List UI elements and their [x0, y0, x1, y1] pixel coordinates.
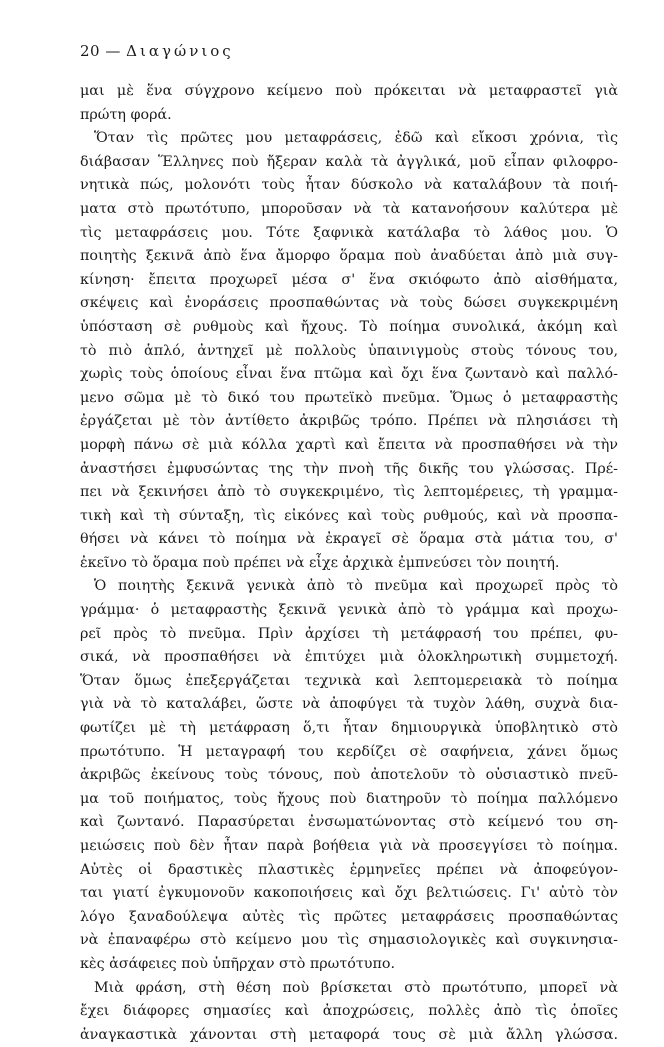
text-line: καὶ ζωντανό. Παρασύρεται ἐνσωματώνοντας στὸ κείμενό του ση- [80, 814, 618, 831]
text-line: σκέψεις καὶ ἐνοράσεις προσπαθώντας νὰ τοὺς δώσει συγκεκριμένη [80, 295, 618, 312]
running-head [80, 42, 234, 60]
text-line: νὰ ἐπαναφέρω στὸ κείμενο μου τὶς σημασιολογικὲς καὶ συγκινησια- [80, 932, 618, 949]
text-line: ἀκριβῶς ἐκείνους τοὺς τόνους, ποὺ ἀποτελοῦν τὸ οὐσιαστικὸ πνεῦ- [80, 767, 618, 784]
text-line: μειώσεις ποὺ δὲν ἦταν παρὰ βοήθεια γιὰ νὰ προσεγγίσει τὸ ποίημα. [80, 838, 618, 854]
text-line: Αὐτὲς οἱ δραστικὲς πλαστικὲς ἑρμηνεῖες πρέπει νὰ ἀποφεύγον- [80, 861, 618, 878]
text-line: ρεῖ πρὸς τὸ πνεῦμα. Πρὶν ἀρχίσει τὴ μετάφρασή του πρέπει, φυ- [80, 625, 618, 642]
text-line: πει νὰ ξεκινήσει ἀπὸ τὸ συγκεκριμένο, τὶς λεπτομέρειες, τὴ γραμμα- [80, 484, 618, 501]
header-separator: — [105, 42, 121, 60]
text-line: ὑπόσταση σὲ ρυθμοὺς καὶ ἤχους. Τὸ ποίημα συνολικά, ἀκόμη καὶ [80, 318, 618, 335]
text-line: μαι μὲ ἕνα σύγχρονο κείμενο ποὺ πρόκειται νὰ μεταφραστεῖ γιὰ [80, 83, 618, 99]
text-line: ἔχει διάφορες σημασίες καὶ ἀποχρώσεις, πολλὲς ἀπὸ τὶς ὁποῖες [80, 1003, 618, 1020]
text-line: ἀναγκαστικὰ χάνονται στὴ μεταφορά τους σὲ μιὰ ἄλλη γλώσσα. [80, 1026, 618, 1043]
text-line: μα τοῦ ποιήματος, τοὺς ἤχους ποὺ διατηροῦν τὸ ποίημα παλλόμενο [80, 790, 618, 807]
text-line: χωρὶς τοὺς ὁποίους εἶναι ἕνα πτῶμα καὶ ὄχι ἕνα ζωντανὸ καὶ παλλό- [80, 366, 618, 383]
text-line: πρωτότυπο. Ἡ μεταγραφή του κερδίζει σὲ σαφήνεια, χάνει ὅμως [80, 743, 618, 760]
text-line: ἐκεῖνο τὸ ὅραμα ποὺ πρέπει νὰ εἶχε ἀρχικὰ ἐμπνεύσει τὸν ποιητή. [80, 554, 560, 571]
text-line: θήσει νὰ κάνει τὸ ποίημα νὰ ἐκραγεῖ σὲ ὅραμα στὰ μάτια του, σ' [80, 531, 618, 548]
text-line: τικὴ καὶ τὴ σύνταξη, τὶς εἰκόνες καὶ τοὺς ρυθμούς, καὶ νὰ προσπα- [80, 507, 618, 524]
text-line: Ὁ ποιητὴς ξεκινᾶ γενικὰ ἀπὸ τὸ πνεῦμα καὶ προχωρεῖ πρὸς τὸ [94, 578, 618, 595]
page-number: 20 [80, 42, 101, 60]
text-line: Ὅταν τὶς πρῶτες μου μεταφράσεις, ἐδῶ καὶ εἴκοσι χρόνια, τὶς [94, 130, 618, 147]
text-line: ποιητὴς ξεκινᾶ ἀπὸ ἕνα ἄμορφο ὅραμα ποὺ ἀναδύεται ἀπὸ μιὰ συγ- [80, 248, 618, 265]
text-line: ματα στὸ πρωτότυπο, μποροῦσαν νὰ τὰ κατανοήσουν καλύτερα μὲ [80, 200, 618, 217]
text-line: Μιὰ φράση, στὴ θέση ποὺ βρίσκεται στὸ πρωτότυπο, μπορεῖ νὰ [94, 979, 618, 996]
text-line: μενο σῶμα μὲ τὸ δικό του πρωτεϊκὸ πνεῦμα. Ὅμως ὁ μεταφραστὴς [80, 389, 618, 406]
text-line: ἐργάζεται μὲ τὸν ἀντίθετο ἀκριβῶς τρόπο. Πρέπει νὰ πλησιάσει τὴ [80, 413, 618, 430]
text-line: φωτίζει μὲ τὴ μετάφραση ὅ,τι ἦταν δημιουργικὰ ὑποβλητικὸ στὸ [80, 720, 618, 737]
text-line: κίνηση· ἔπειτα προχωρεῖ μέσα σ' ἕνα σκιόφωτο ἀπὸ αἰσθήματα, [80, 271, 618, 288]
body-text [80, 80, 618, 1047]
text-line: μορφὴ πάνω σὲ μιὰ κόλλα χαρτὶ καὶ ἔπειτα νὰ προσπαθήσει νὰ τὴν [80, 436, 618, 453]
text-line: γράμμα· ὁ μεταφραστὴς ξεκινᾶ γενικὰ ἀπὸ τὸ γράμμα καὶ προχω- [80, 602, 618, 619]
text-line: σικά, νὰ προσπαθήσει νὰ ἐπιτύχει μιὰ ὁλοκληρωτικὴ συμμετοχή. [80, 649, 618, 666]
text-line: τὸ πιὸ ἁπλό, ἀντηχεῖ μὲ πολλοὺς ὑπαινιγμοὺς στοὺς τόνους του, [80, 342, 618, 359]
text-line: νητικὰ πώς, μολονότι τοὺς ἦταν δύσκολο νὰ καταλάβουν τὰ ποιή- [80, 177, 618, 194]
text-line: Ὅταν ὅμως ἐπεξεργάζεται τεχνικὰ καὶ λεπτομερειακὰ τὸ ποίημα [80, 672, 618, 689]
text-line: πρώτη φορά. [80, 106, 172, 123]
text-line: λόγο ξαναδούλεψα αὐτὲς τὶς πρῶτες μεταφράσεις προσπαθώντας [80, 908, 618, 925]
text-line: γιὰ νὰ τὸ καταλάβει, ὥστε νὰ ἀποφύγει τὰ τυχὸν λάθη, συχνὰ δια- [80, 696, 618, 713]
text-line: ται γιατί ἐγκυμονοῦν κακοποιήσεις καὶ ὄχι βελτιώσεις. Γι' αὐτὸ τὸν [80, 885, 618, 902]
text-line: τὶς μεταφράσεις μου. Τότε ξαφνικὰ κατάλαβα τὸ λάθος μου. Ὁ [80, 224, 618, 241]
text-line: διάβασαν Ἕλληνες ποὺ ἤξεραν καλὰ τὰ ἀγγλικά, μοῦ εἶπαν φιλοφρο- [80, 153, 618, 170]
running-title: Διαγώνιος [126, 42, 234, 60]
text-line: κὲς ἀσάφειες ποὺ ὑπῆρχαν στὸ πρωτότυπο. [80, 955, 396, 972]
text-line: ἀναστήσει ἐμφυσώντας της τὴν πνοὴ τῆς δικῆς του γλώσσας. Πρέ- [80, 460, 618, 477]
